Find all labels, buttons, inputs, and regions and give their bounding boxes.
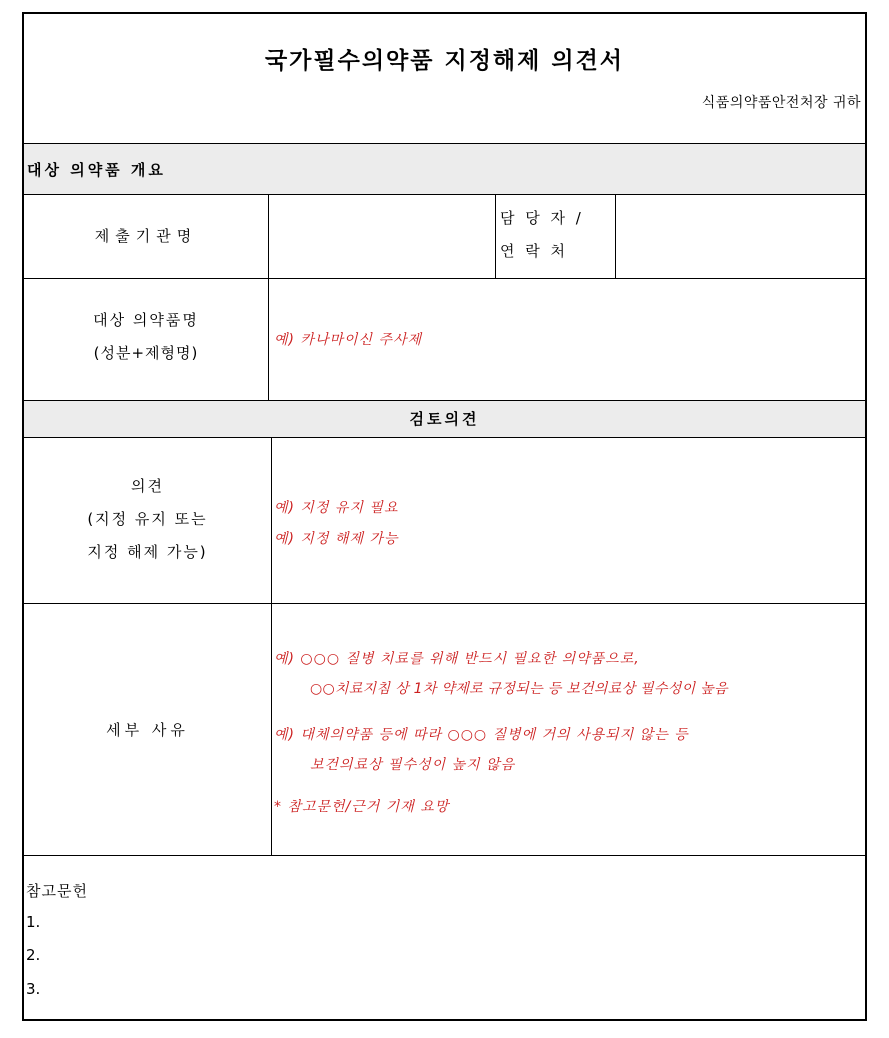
- overview-heading: 대상 의약품 개요: [27, 161, 166, 179]
- reference-item-3[interactable]: 3.: [26, 980, 41, 998]
- divider: [495, 194, 496, 278]
- reason-example-1-line1: 예) ○○○ 질병 치료를 위해 반드시 필요한 의약품으로,: [274, 651, 640, 667]
- review-heading: 검토의견: [409, 410, 480, 428]
- reason-note: * 참고문헌/근거 기재 요망: [274, 799, 450, 815]
- opinion-field[interactable]: [272, 438, 867, 603]
- divider: [24, 143, 865, 144]
- addressee: 식품의약품안전처장 귀하: [701, 95, 861, 111]
- opinion-label: 의견 (지정 유지 또는 지정 해제 가능): [87, 477, 208, 561]
- references-heading: 참고문헌: [26, 882, 88, 900]
- reference-item-1[interactable]: 1.: [26, 913, 41, 931]
- submitter-field[interactable]: [269, 195, 495, 278]
- opinion-example-1: 예) 지정 유지 필요: [274, 500, 399, 516]
- divider: [24, 855, 865, 856]
- reason-example-2-line2: 보건의료상 필수성이 높지 않음: [310, 757, 516, 773]
- reason-example-1-line2: ○○치료지침 상 1차 약제로 규정되는 등 보건의료상 필수성이 높음: [310, 681, 728, 697]
- reason-label: 세부 사유: [106, 721, 189, 739]
- opinion-example-2: 예) 지정 해제 가능: [274, 531, 399, 547]
- reference-item-2[interactable]: 2.: [26, 946, 41, 964]
- document-title: 국가필수의약품 지정해제 의견서: [264, 48, 625, 74]
- submitter-label: 제출기관명: [94, 227, 198, 245]
- contact-field[interactable]: [616, 195, 867, 278]
- drug-name-label: 대상 의약품명 (성분+제형명): [93, 311, 199, 362]
- divider: [24, 400, 865, 401]
- opinion-form: [22, 12, 867, 1021]
- contact-label: 담 당 자 / 연 락 처: [500, 209, 584, 260]
- drug-name-example: 예) 카나마이신 주사제: [274, 332, 423, 348]
- reason-example-2-line1: 예) 대체의약품 등에 따라 ○○○ 질병에 거의 사용되지 않는 등: [274, 727, 689, 743]
